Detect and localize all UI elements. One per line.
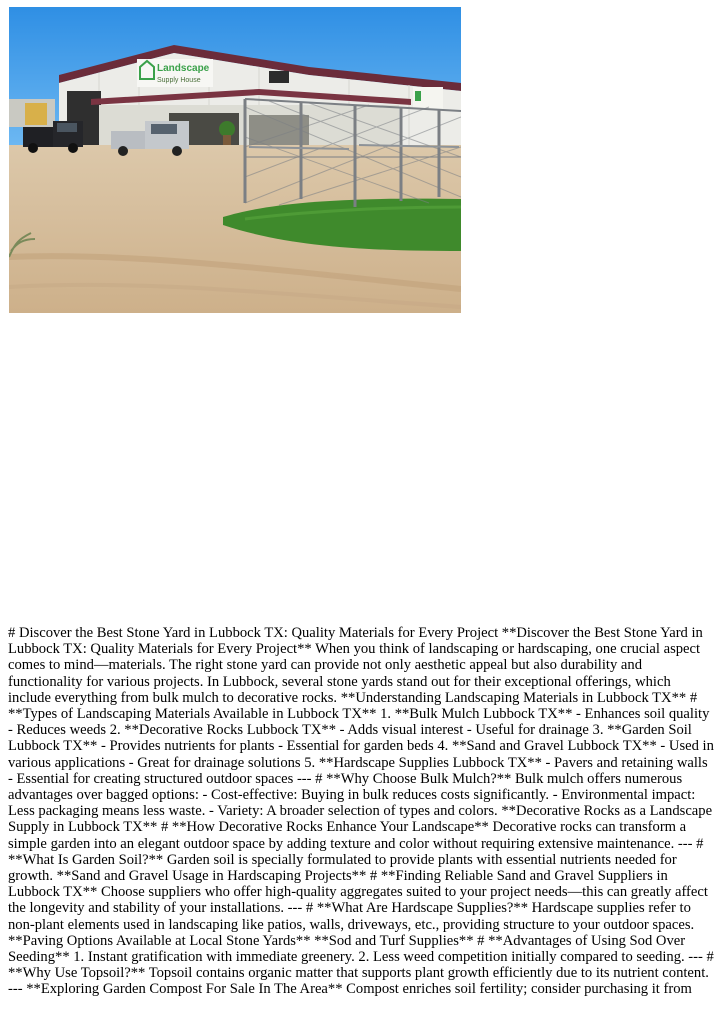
secondary-sign <box>413 87 443 109</box>
storefront-illustration <box>9 7 461 313</box>
sign-line-2: Supply House <box>157 77 201 84</box>
article-body <box>8 625 714 1017</box>
article-text: # Discover the Best Stone Yard in Lubbock TX: Quality Materials for Every Project **Discover the Best Stone Yard in Lubbock TX: Quality Materials for Every Project** When you think of landscaping or hardscaping, one crucial aspect comes to mind—materials. The right stone yard can provide not only aesthetic appeal but also durability and functionality for various projects. In Lubbock, several stone yards stand out for their exceptional offerings, which include everything from bulk mulch to decorative rocks. **Understanding Landscaping Materials in Lubbock TX** # **Types of Landscaping Materials Available in Lubbock TX** 1. **Bulk Mulch Lubbock TX** - Enhances soil quality - Reduces weeds 2. **Decorative Rocks Lubbock TX** - Adds visual interest - Useful for drainage 3. **Garden Soil Lubbock TX** - Provides nutrients for plants - Essential for garden beds 4. **Sand and Gravel Lubbock TX** - Used in various applications - Great for drainage solutions 5. **Hardscape Supplies Lubbock TX** - Pavers and retaining walls - Essential for creating structured outdoor spaces --- # **Why Choose Bulk Mulch?** Bulk mulch offers numerous advantages over bagged options: - Cost-effective: Buying in bulk reduces costs significantly. - Environmental impact: Less packaging means less waste. - Variety: A broader selection of types and colors. **Decorative Rocks as a Landscape Supply in Lubbock TX** # **How Decorative Rocks Enhance Your Landscape** Decorative rocks can transform a simple garden into an elegant outdoor space by adding texture and color without requiring extensive maintenance. --- # **What Is Garden Soil?** Garden soil is specially formulated to provide plants with essential nutrients needed for growth. **Sand and Gravel Usage in Hardscaping Projects** # **Finding Reliable Sand and Gravel Suppliers in Lubbock TX** Choose suppliers who offer high-quality aggregates suited to your project needs—this can greatly affect the longevity and stability of your installations. --- # **What Are Hardscape Supplies?** Hardscape supplies refer to non-plant elements used in landscaping like patios, walls, driveways, etc., providing structure to your outdoor spaces. **Paving Options Available at Local Stone Yards** **Sod and Turf Supplies** # **Advantages of Using Sod Over Seeding** 1. Instant gratification with immediate greenery. 2. Less weed competition initially compared to seeding. --- # **Why Use Topsoil?** Topsoil contains organic matter that supports plant growth efficiently due to its nutrient content. --- **Exploring Garden Compost For Sale In The Area** Compost enriches soil fertility; consider purchasing it from <box>8 625 714 998</box>
landscape-supply-house-sign <box>137 59 213 87</box>
storefront-photo <box>9 7 461 313</box>
sign-line-1: Landscape <box>157 63 210 74</box>
